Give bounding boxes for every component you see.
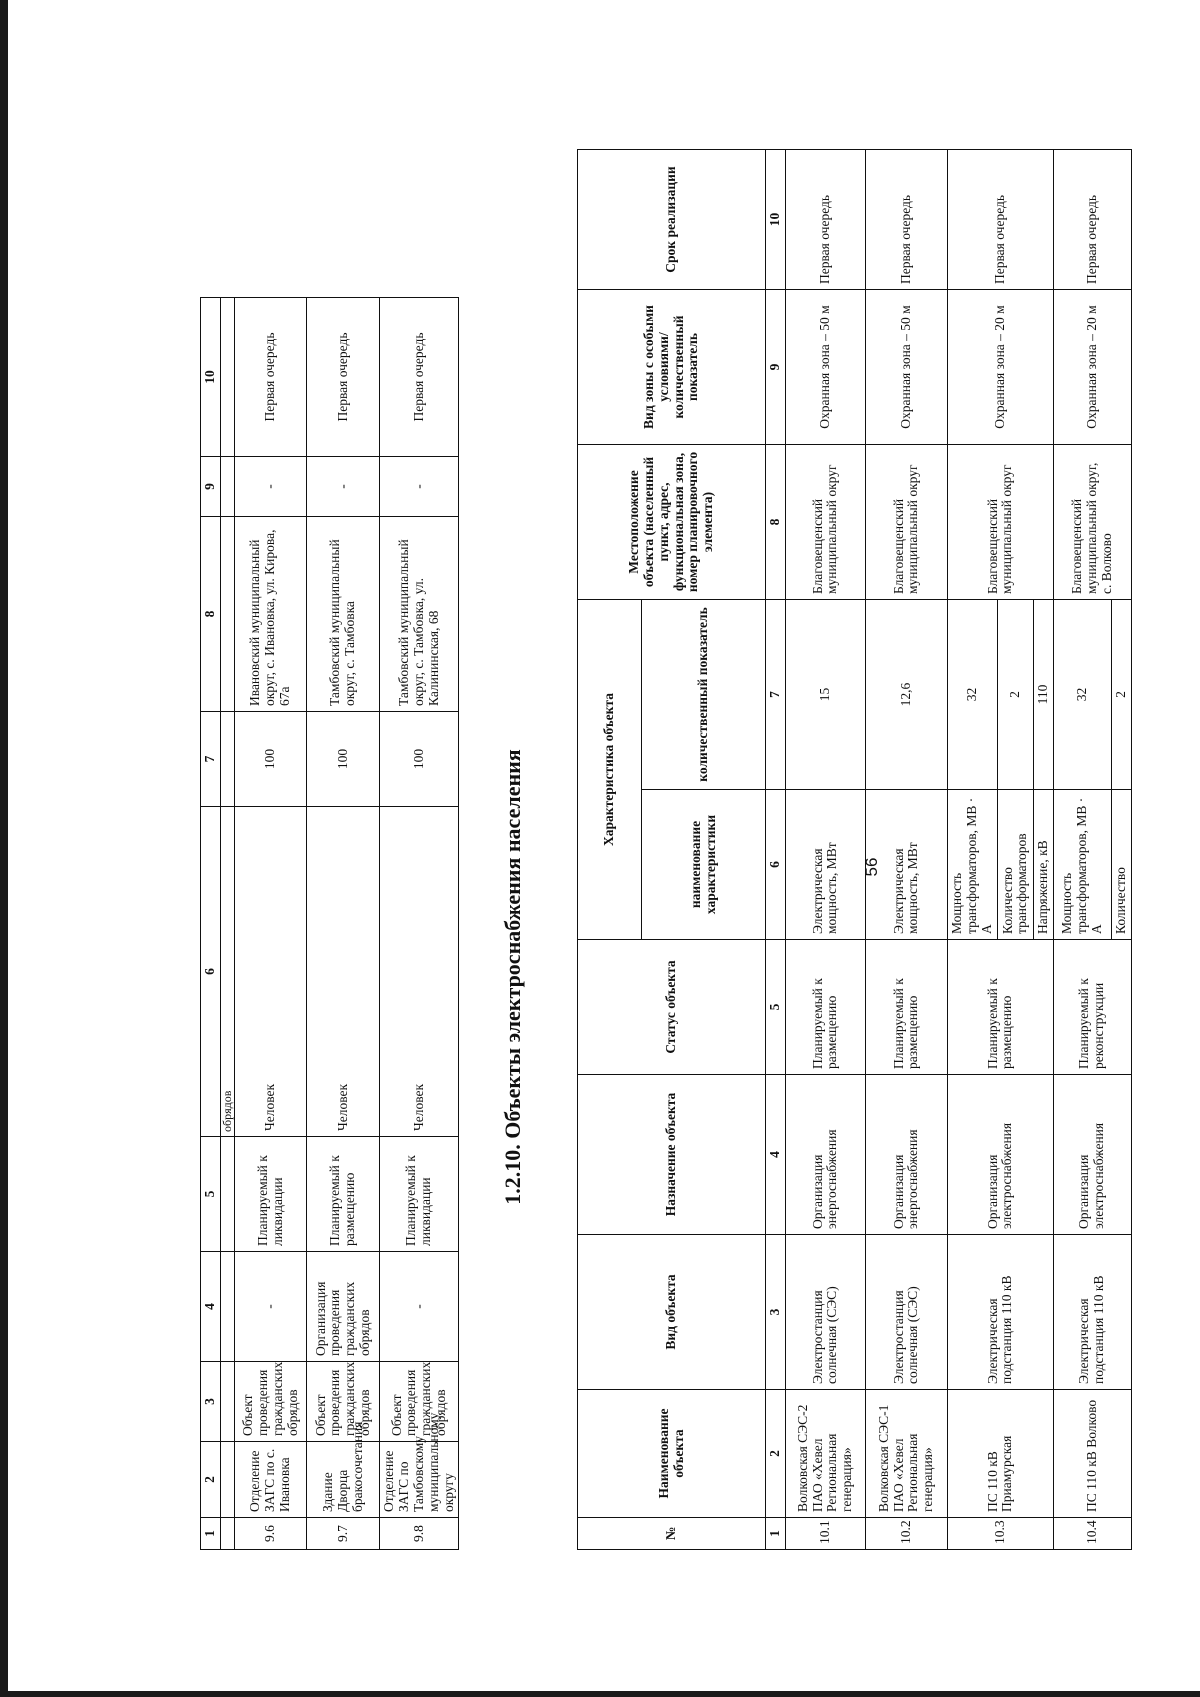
char-value: 15 xyxy=(785,600,865,790)
char-name: Электрическая мощность, МВт xyxy=(865,790,947,940)
table-row xyxy=(865,150,947,1550)
table-electricity xyxy=(577,149,1132,1550)
zone: Охранная зона – 50 м xyxy=(785,290,865,445)
term: Первая очередь xyxy=(947,150,1053,290)
object-kind: Электростанция солнечная (СЭС) xyxy=(785,1235,865,1390)
char-value: 100 xyxy=(307,712,380,807)
object-name: Волковская СЭС-2 ПАО «Хевел Региональная генерация» xyxy=(785,1390,865,1518)
row-number: 10.2 xyxy=(865,1518,947,1550)
char-name: Количество трансформаторов xyxy=(997,790,1033,940)
table-row xyxy=(235,298,307,1550)
object-name: Отделение ЗАГС по с. Ивановка xyxy=(235,1442,307,1518)
object-kind: Объект проведения гражданских обрядов xyxy=(235,1362,307,1442)
col-number: 1 xyxy=(766,1518,786,1550)
object-kind: Объект проведения гражданских обрядов xyxy=(380,1362,459,1442)
char-name: Мощность трансформаторов, МВ · А xyxy=(1053,790,1111,940)
table-row xyxy=(380,298,459,1550)
row-number: 9.6 xyxy=(235,1518,307,1550)
object-location: Благовещенский муниципальный округ xyxy=(865,445,947,600)
col-number: 10 xyxy=(766,150,786,290)
header-char-value: количественный показатель xyxy=(642,600,766,790)
term: Первая очередь xyxy=(235,298,307,457)
table-zags xyxy=(200,297,459,1550)
object-purpose: - xyxy=(380,1252,459,1362)
object-purpose: Организация проведения гражданских обрядов xyxy=(307,1252,380,1362)
char-unit: Человек xyxy=(307,807,380,1137)
continuation-text: обрядов xyxy=(221,807,235,1137)
scan-edge-left xyxy=(0,0,8,1697)
row-number: 9.7 xyxy=(307,1518,380,1550)
object-name: ПС 110 кВ Волково xyxy=(1053,1390,1131,1518)
char-value: 32 xyxy=(1053,600,1111,790)
zone: Охранная зона – 20 м xyxy=(947,290,1053,445)
object-purpose: Организация энергоснабжения xyxy=(865,1075,947,1235)
object-kind: Электрическая подстанция 110 кВ xyxy=(1053,1235,1131,1390)
object-status: Планируемый к реконструкции xyxy=(1053,940,1131,1075)
char-value: 2 xyxy=(1111,600,1131,790)
header-characteristic xyxy=(578,600,642,940)
header-char-name: наименование характеристики xyxy=(642,790,766,940)
object-name: Отделение ЗАГС по Тамбовскому муниципальному округу xyxy=(380,1442,459,1518)
col-number: 8 xyxy=(766,445,786,600)
object-kind: Электростанция солнечная (СЭС) xyxy=(865,1235,947,1390)
col-number: 4 xyxy=(201,1252,221,1362)
col-number: 7 xyxy=(201,712,221,807)
col-number: 2 xyxy=(766,1390,786,1518)
object-location: Ивановский муниципальный округ, с. Ивановка, ул. Кирова, 67а xyxy=(235,517,307,712)
char-value: 2 xyxy=(997,600,1033,790)
char-name: Электрическая мощность, МВт xyxy=(785,790,865,940)
header-location: Местоположение объекта (населенный пункт, адрес, функциональная зона, номер планировочного элемента) xyxy=(578,445,766,600)
zone: Охранная зона – 20 м xyxy=(1053,290,1131,445)
col-number: 9 xyxy=(766,290,786,445)
object-status: Планируемый к ликвидации xyxy=(380,1137,459,1252)
page-number: 56 xyxy=(862,857,881,877)
object-purpose: Организация энергоснабжения xyxy=(785,1075,865,1235)
char-value: 12,6 xyxy=(865,600,947,790)
col-number: 5 xyxy=(201,1137,221,1252)
table-row xyxy=(785,150,865,1550)
object-status: Планируемый к размещению xyxy=(865,940,947,1075)
term: Первая очередь xyxy=(865,150,947,290)
header-term: Срок реализации xyxy=(578,150,766,290)
table-row xyxy=(947,150,997,1550)
object-status: Планируемый к ликвидации xyxy=(235,1137,307,1252)
zone: - xyxy=(380,457,459,517)
table-row xyxy=(1053,150,1111,1550)
object-kind: Объект проведения гражданских обрядов xyxy=(307,1362,380,1442)
char-value: 32 xyxy=(947,600,997,790)
header-number: № xyxy=(578,1518,766,1550)
header-status: Статус объекта xyxy=(578,940,766,1075)
col-number: 8 xyxy=(201,517,221,712)
char-name: Мощность трансформаторов, МВ · А xyxy=(947,790,997,940)
object-name: Волковская СЭС-1 ПАО «Хевел Региональная генерация» xyxy=(865,1390,947,1518)
col-number: 4 xyxy=(766,1075,786,1235)
col-number: 2 xyxy=(201,1442,221,1518)
col-number: 6 xyxy=(766,790,786,940)
object-purpose: Организация электроснабжения xyxy=(947,1075,1053,1235)
header-zone: Вид зоны с особыми условиями/ количественный показатель xyxy=(578,290,766,445)
zone: - xyxy=(307,457,380,517)
object-location: Тамбовский муниципальный округ, с. Тамбовка xyxy=(307,517,380,712)
col-number: 3 xyxy=(766,1235,786,1390)
object-location: Благовещенский муниципальный округ, с. Волково xyxy=(1053,445,1131,600)
object-location: Тамбовский муниципальный округ, с. Тамбовка, ул. Калининская, 68 xyxy=(380,517,459,712)
term: Первая очередь xyxy=(380,298,459,457)
col-number: 7 xyxy=(766,600,786,790)
term: Первая очередь xyxy=(1053,150,1131,290)
table-col-numbers xyxy=(766,150,786,1550)
table-row-continuation xyxy=(221,298,235,1550)
table-col-numbers xyxy=(201,298,221,1550)
object-location: Благовещенский муниципальный округ xyxy=(947,445,1053,600)
object-kind: Электрическая подстанция 110 кВ xyxy=(947,1235,1053,1390)
header-kind: Вид объекта xyxy=(578,1235,766,1390)
header-characteristic-label: Характеристика объекта xyxy=(601,693,617,846)
char-name: Количество xyxy=(1111,790,1131,940)
term: Первая очередь xyxy=(785,150,865,290)
col-number: 1 xyxy=(201,1518,221,1550)
rotated-page xyxy=(12,166,1128,1692)
header-purpose: Назначение объекта xyxy=(578,1075,766,1235)
object-status: Планируемый к размещению xyxy=(785,940,865,1075)
object-status: Планируемый к размещению xyxy=(947,940,1053,1075)
col-number: 3 xyxy=(201,1362,221,1442)
section-heading: 1.2.10. Объекты электроснабжения населения xyxy=(500,749,525,1205)
table-row xyxy=(307,298,380,1550)
term: Первая очередь xyxy=(307,298,380,457)
header-name: Наименование объекта xyxy=(578,1390,766,1518)
object-name: Здание Дворца бракосочетания xyxy=(307,1442,380,1518)
col-number: 5 xyxy=(766,940,786,1075)
row-number: 10.1 xyxy=(785,1518,865,1550)
char-value: 100 xyxy=(380,712,459,807)
row-number: 9.8 xyxy=(380,1518,459,1550)
char-value: 100 xyxy=(235,712,307,807)
header-row xyxy=(578,150,642,1550)
object-purpose: - xyxy=(235,1252,307,1362)
char-unit: Человек xyxy=(380,807,459,1137)
zone: Охранная зона – 50 м xyxy=(865,290,947,445)
object-name: ПС 110 кВ Приамурская xyxy=(947,1390,1053,1518)
char-name: Напряжение, кВ xyxy=(1033,790,1053,940)
zone: - xyxy=(235,457,307,517)
char-unit: Человек xyxy=(235,807,307,1137)
object-location: Благовещенский муниципальный округ xyxy=(785,445,865,600)
col-number: 10 xyxy=(201,298,221,457)
object-status: Планируемый к размещению xyxy=(307,1137,380,1252)
object-purpose: Организация электроснабжения xyxy=(1053,1075,1131,1235)
row-number: 10.3 xyxy=(947,1518,1053,1550)
col-number: 9 xyxy=(201,457,221,517)
col-number: 6 xyxy=(201,807,221,1137)
row-number: 10.4 xyxy=(1053,1518,1131,1550)
char-value: 110 xyxy=(1033,600,1053,790)
